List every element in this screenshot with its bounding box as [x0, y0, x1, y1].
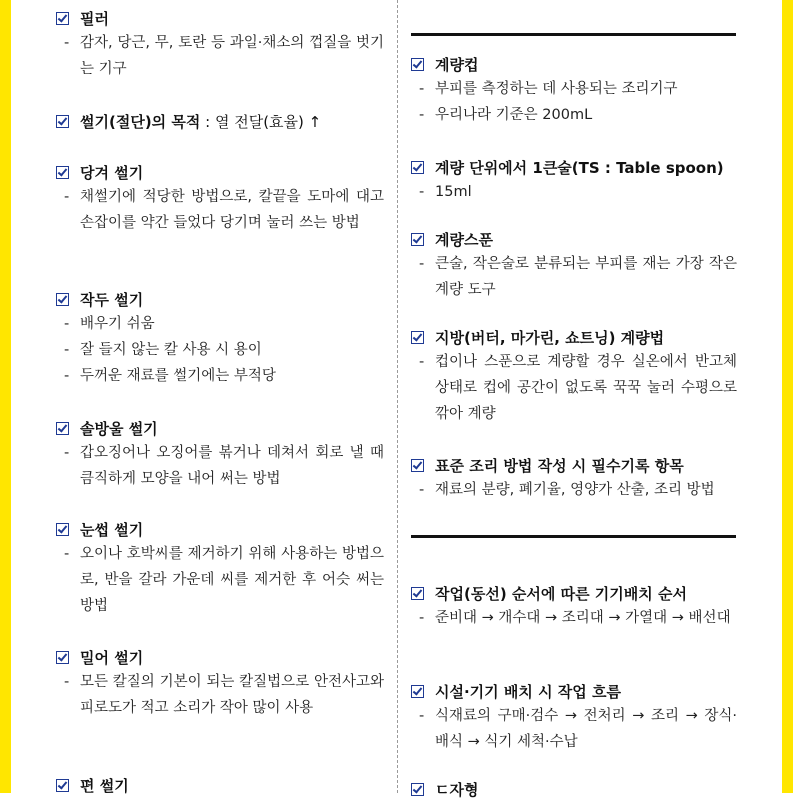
section-title: 계량스푼	[435, 231, 493, 249]
dash: -	[64, 546, 70, 562]
bullet-item: - 오이나 호박씨를 제거하기 위해 사용하는 방법으로, 반을 갈라 가운데 씨를 제거한 후 어슷 써는 방법	[56, 541, 384, 619]
dash: -	[64, 445, 70, 461]
bullet-item: - 두꺼운 재료를 썰기에는 부적당	[56, 363, 384, 389]
section-title: 계량 단위에서 1큰술(TS : Table spoon)	[435, 159, 724, 177]
bullet-item: - 배우기 쉬움	[56, 311, 384, 337]
section-title: 작두 썰기	[80, 291, 144, 309]
section-title: 필러	[80, 10, 109, 28]
bullet-item: - 부피를 측정하는 데 사용되는 조리기구	[411, 76, 737, 102]
bullet-item: - 15ml	[411, 179, 737, 205]
section-cutting-purpose	[56, 111, 384, 133]
section-title: 당겨 썰기	[80, 164, 144, 182]
checkbox-icon	[56, 166, 69, 179]
horizontal-rule	[411, 33, 736, 36]
dash: -	[419, 184, 425, 200]
bullet-item: - 재료의 분량, 폐기율, 영양가 산출, 조리 방법	[411, 477, 737, 503]
section-title-extra: : 열 전달(효율) ↑	[200, 113, 322, 131]
section-measuring-cup	[411, 54, 737, 128]
section-title: 계량컵	[435, 56, 479, 74]
section-title: ㄷ자형	[435, 781, 479, 799]
section-title: 표준 조리 방법 작성 시 필수기록 항목	[435, 457, 684, 475]
bullet-item: - 큰술, 작은술로 분류되는 부피를 재는 가장 작은 계량 도구	[411, 251, 737, 303]
column-divider	[397, 0, 398, 793]
bullet-item: - 감자, 당근, 무, 토란 등 과일·채소의 껍질을 벗기는 기구	[56, 30, 384, 82]
dash: -	[64, 316, 70, 332]
dash: -	[419, 354, 425, 370]
checkbox-icon	[411, 58, 424, 71]
yellow-border-right	[782, 0, 793, 793]
dash: -	[419, 107, 425, 123]
checkbox-icon	[411, 459, 424, 472]
bullet-item: - 준비대 → 개수대 → 조리대 → 가열대 → 배선대	[411, 605, 737, 631]
section-title: 지방(버터, 마가린, 쇼트닝) 계량법	[435, 329, 665, 347]
bullet-item: - 우리나라 기준은 200mL	[411, 102, 737, 128]
horizontal-rule	[411, 535, 736, 538]
checkbox-icon	[56, 422, 69, 435]
checkbox-icon	[411, 783, 424, 796]
dash: -	[64, 342, 70, 358]
section-title: 밀어 썰기	[80, 649, 144, 667]
section-title: 썰기(절단)의 목적	[80, 113, 201, 131]
section-title: 솔방울 썰기	[80, 420, 158, 438]
section-title: 눈썹 썰기	[80, 521, 144, 539]
section-work-flow	[411, 681, 737, 755]
section-title: 작업(동선) 순서에 따른 기기배치 순서	[435, 585, 687, 603]
checkbox-icon	[56, 779, 69, 792]
section-measuring-spoon	[411, 229, 737, 303]
checkbox-icon	[56, 12, 69, 25]
dash: -	[64, 189, 70, 205]
bullet-item: - 모든 칼질의 기본이 되는 칼질법으로 안전사고와 피로도가 적고 소리가 작아 많이 사용	[56, 669, 384, 721]
section-standard-recipe	[411, 455, 737, 503]
checkbox-icon	[411, 685, 424, 698]
section-tablespoon	[411, 157, 737, 205]
bullet-item: - 컵이나 스푼으로 계량할 경우 실온에서 반고체 상태로 컵에 공간이 없도록 꾹꾹 눌러 수평으로 깎아 계량	[411, 349, 737, 427]
section-eyebrow-cut	[56, 519, 384, 619]
section-title: 편 썰기	[80, 777, 129, 795]
section-title: 시설·기기 배치 시 작업 흐름	[435, 683, 621, 701]
bullet-item: - 식재료의 구매·검수 → 전처리 → 조리 → 장식·배식 → 식기 세척·수납	[411, 703, 737, 755]
checkbox-icon	[411, 587, 424, 600]
section-u-shape	[411, 779, 737, 801]
section-slice-cut	[56, 775, 384, 797]
dash: -	[64, 674, 70, 690]
dash: -	[419, 256, 425, 272]
section-fat-measuring	[411, 327, 737, 427]
section-equipment-order	[411, 583, 737, 631]
yellow-border-left	[0, 0, 11, 793]
dash: -	[64, 368, 70, 384]
section-pinecone-cut	[56, 418, 384, 492]
dash: -	[64, 35, 70, 51]
bullet-item: - 채썰기에 적당한 방법으로, 칼끝을 도마에 대고 손잡이를 약간 들었다 당기며 눌러 쓰는 방법	[56, 184, 384, 236]
bullet-item: - 갑오징어나 오징어를 볶거나 데쳐서 회로 낼 때 큼직하게 모양을 내어 써는 방법	[56, 440, 384, 492]
checkbox-icon	[411, 233, 424, 246]
section-pull-cut	[56, 162, 384, 236]
dash: -	[419, 708, 425, 724]
section-peeler	[56, 8, 384, 82]
dash: -	[419, 81, 425, 97]
checkbox-icon	[56, 115, 69, 128]
section-push-cut	[56, 647, 384, 721]
checkbox-icon	[56, 293, 69, 306]
section-chopper-cut	[56, 289, 384, 389]
checkbox-icon	[411, 331, 424, 344]
dash: -	[419, 482, 425, 498]
dash: -	[419, 610, 425, 626]
checkbox-icon	[56, 651, 69, 664]
checkbox-icon	[56, 523, 69, 536]
bullet-item: - 잘 들지 않는 칼 사용 시 용이	[56, 337, 384, 363]
checkbox-icon	[411, 161, 424, 174]
